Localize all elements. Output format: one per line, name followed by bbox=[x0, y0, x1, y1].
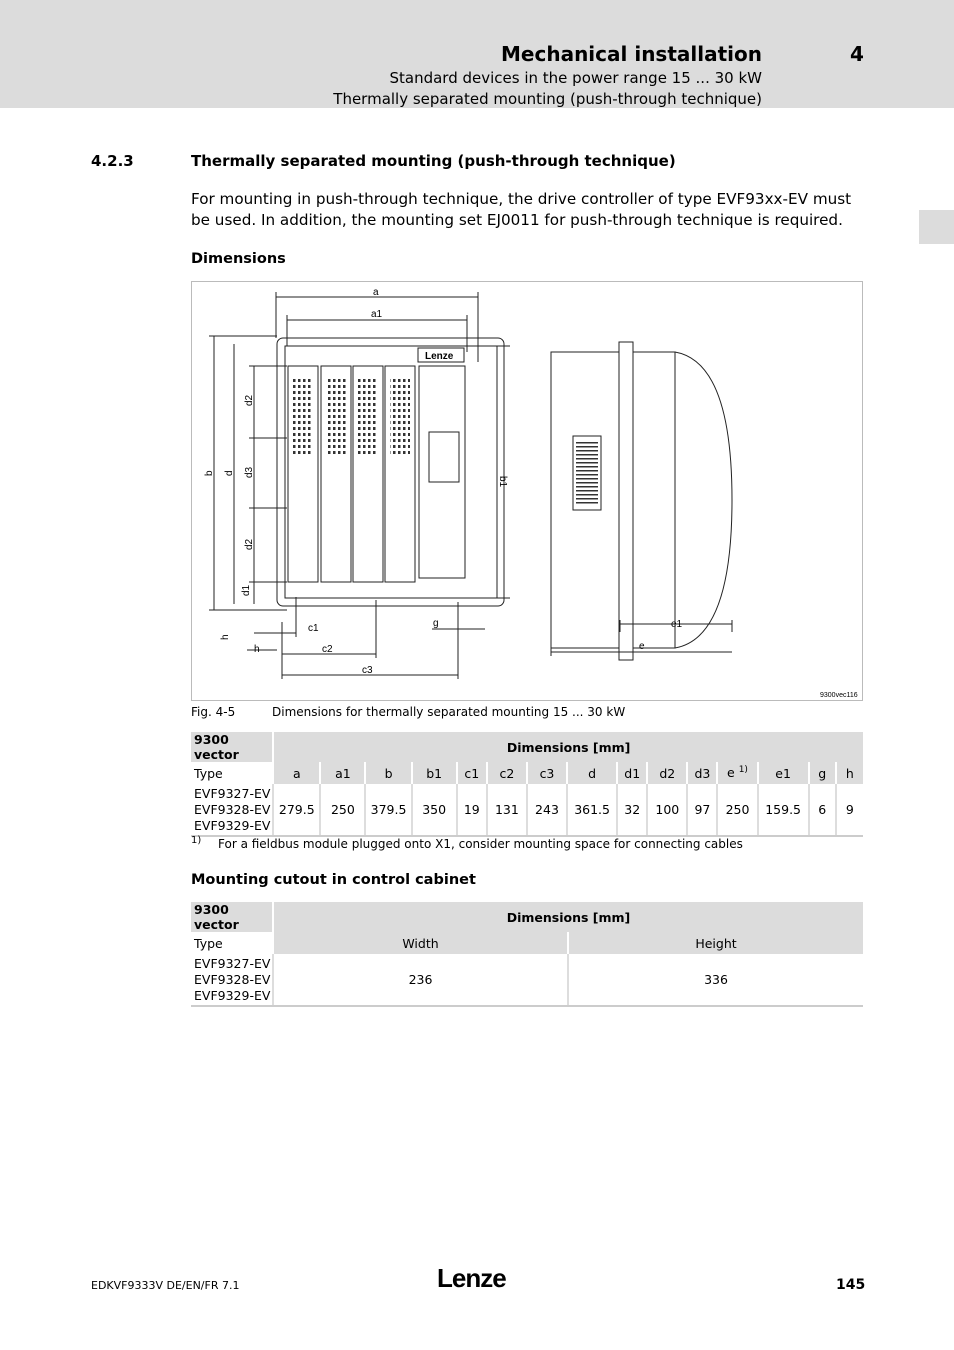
page-number: 145 bbox=[836, 1277, 866, 1293]
label-c3: c3 bbox=[362, 665, 373, 676]
table1-types: EVF9327-EV EVF9328-EV EVF9329-EV bbox=[191, 784, 273, 836]
label-g: g bbox=[433, 618, 439, 629]
label-d: d bbox=[224, 470, 235, 476]
figure-caption-text: Dimensions for thermally separated mounting 15 ... 30 kW bbox=[272, 705, 626, 719]
table1-col-header: d1 bbox=[617, 762, 647, 784]
footnote-text: For a fieldbus module plugged onto X1, consider mounting space for connecting cables bbox=[218, 837, 743, 851]
table-cell: 159.5 bbox=[758, 784, 809, 836]
table1-col-header-e: e $^{1)}$ bbox=[717, 762, 757, 784]
drawing-id: 9300vec116 bbox=[820, 692, 858, 699]
dimension-drawing bbox=[192, 282, 864, 702]
dimensions-heading: Dimensions bbox=[191, 251, 286, 267]
lenze-logo: Lenze bbox=[437, 1263, 506, 1293]
table-cell: 9 bbox=[836, 784, 863, 836]
dimension-figure bbox=[191, 281, 863, 701]
label-e1: e1 bbox=[671, 619, 683, 630]
table1-col-header: c3 bbox=[527, 762, 567, 784]
label-h: h bbox=[254, 644, 260, 655]
label-h-vertical: h bbox=[220, 634, 231, 640]
table1-span-header: Dimensions [mm] bbox=[273, 732, 863, 762]
label-d2-top: d2 bbox=[244, 394, 255, 406]
control-panel bbox=[419, 366, 465, 578]
device-logo: Lenze bbox=[425, 351, 454, 362]
label-d2-bottom: d2 bbox=[244, 538, 255, 550]
table-cell: 279.5 bbox=[273, 784, 320, 836]
table2-col1-header: 9300 vector bbox=[191, 902, 273, 932]
table1-col-header: h bbox=[836, 762, 863, 784]
intro-paragraph: For mounting in push-through technique, the drive controller of type EVF93xx-EV must be used. In addition, the mounting set EJ0011 for push-through technique is required. bbox=[191, 190, 852, 229]
table1-col-header: a bbox=[273, 762, 320, 784]
label-b1: b1 bbox=[497, 476, 508, 488]
header-subtitle-2: Thermally separated mounting (push-through technique) bbox=[333, 90, 762, 108]
table-cell: 97 bbox=[687, 784, 717, 836]
table2-width-value: 236 bbox=[273, 954, 568, 1006]
cutout-heading: Mounting cutout in control cabinet bbox=[191, 872, 476, 888]
table-cell: 379.5 bbox=[365, 784, 411, 836]
header-subtitle-1: Standard devices in the power range 15 ... 30 kW bbox=[389, 69, 762, 87]
label-a1: a1 bbox=[371, 309, 383, 320]
table2-width-header: Width bbox=[273, 932, 568, 954]
section-title: Thermally separated mounting (push-through technique) bbox=[191, 152, 676, 170]
footer-doc-id: EDKVF9333V DE/EN/FR 7.1 bbox=[91, 1279, 240, 1292]
table1-type-label: Type bbox=[194, 765, 223, 781]
label-e: e bbox=[639, 641, 645, 652]
table-cell: 350 bbox=[412, 784, 457, 836]
chapter-tab-marker bbox=[919, 210, 954, 244]
table1-col1-header: 9300 vector bbox=[191, 732, 273, 762]
table-cell: 6 bbox=[809, 784, 836, 836]
table-cell: 250 bbox=[717, 784, 757, 836]
side-view-fan-cover bbox=[675, 352, 732, 648]
table1-col-header: d bbox=[567, 762, 617, 784]
table1-col-header: e1 bbox=[758, 762, 809, 784]
figure-caption-label: Fig. 4-5 bbox=[191, 705, 236, 719]
section-number: 4.2.3 bbox=[91, 152, 134, 170]
table1-col-header: a1 bbox=[320, 762, 365, 784]
label-c2: c2 bbox=[322, 644, 333, 655]
table1-col-header: b1 bbox=[412, 762, 457, 784]
table1-col-header: g bbox=[809, 762, 836, 784]
table-cell: 250 bbox=[320, 784, 365, 836]
table2-height-value: 336 bbox=[568, 954, 863, 1006]
table-cell: 361.5 bbox=[567, 784, 617, 836]
table2-span-header: Dimensions [mm] bbox=[273, 902, 863, 932]
side-view-heatsink bbox=[633, 352, 675, 648]
page-title: Mechanical installation bbox=[501, 42, 762, 66]
table-cell: 243 bbox=[527, 784, 567, 836]
cutout-table bbox=[191, 902, 863, 1007]
table-cell: 100 bbox=[647, 784, 687, 836]
table-cell: 131 bbox=[487, 784, 527, 836]
side-view-flange bbox=[619, 342, 633, 660]
table-cell: 19 bbox=[457, 784, 487, 836]
table1-col-header: c1 bbox=[457, 762, 487, 784]
table2-types: EVF9327-EV EVF9328-EV EVF9329-EV bbox=[191, 954, 273, 1006]
label-d3: d3 bbox=[244, 466, 255, 478]
table2-height-header: Height bbox=[568, 932, 863, 954]
table-cell: 32 bbox=[617, 784, 647, 836]
table1-col-header: c2 bbox=[487, 762, 527, 784]
label-a: a bbox=[373, 287, 379, 298]
table1-col-header: d2 bbox=[647, 762, 687, 784]
chapter-number: 4 bbox=[850, 42, 864, 66]
footnote-mark: 1) bbox=[191, 835, 202, 846]
table2-type-label: Type bbox=[194, 935, 223, 951]
table1-col-header: d3 bbox=[687, 762, 717, 784]
keypad-area bbox=[429, 432, 459, 482]
table1-col-header: b bbox=[365, 762, 411, 784]
vent-fins bbox=[576, 440, 598, 506]
label-b: b bbox=[204, 470, 215, 476]
label-d1: d1 bbox=[241, 584, 252, 596]
dimensions-table bbox=[191, 732, 863, 837]
label-c1: c1 bbox=[308, 623, 319, 634]
